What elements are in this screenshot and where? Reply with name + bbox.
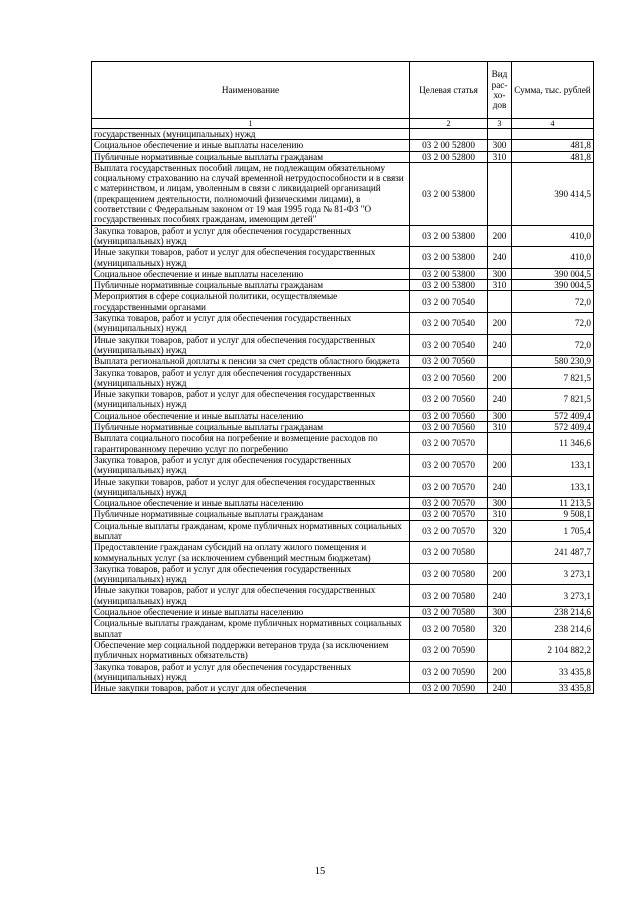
row-code: 03 2 00 70570	[410, 520, 488, 542]
table-row	[92, 247, 594, 269]
table-row	[92, 129, 594, 140]
row-vid: 300	[488, 607, 512, 618]
row-name: Социальное обеспечение и иные выплаты населению	[92, 498, 410, 509]
row-code: 03 2 00 70590	[410, 661, 488, 683]
column-number: 4	[512, 119, 594, 129]
table-row	[92, 313, 594, 335]
table-row	[92, 476, 594, 498]
row-vid: 200	[488, 563, 512, 585]
column-number-row	[92, 119, 594, 129]
row-vid: 300	[488, 140, 512, 151]
row-name: Публичные нормативные социальные выплаты гражданам	[92, 509, 410, 520]
header-vid: Вид рас-хо-дов	[488, 62, 512, 119]
row-vid: 320	[488, 520, 512, 542]
table-row	[92, 268, 594, 279]
row-vid: 240	[488, 334, 512, 356]
row-code: 03 2 00 70540	[410, 334, 488, 356]
row-name: Выплата региональной доплаты к пенсии за счет средств областного бюджета	[92, 356, 410, 367]
budget-table	[91, 61, 594, 694]
row-vid: 310	[488, 422, 512, 433]
row-code: 03 2 00 53800	[410, 225, 488, 247]
row-vid: 200	[488, 367, 512, 389]
row-sum: 3 273,1	[512, 563, 594, 585]
row-name: Закупка товаров, работ и услуг для обеспечения государственных (муниципальных) нужд	[92, 225, 410, 247]
row-sum: 1 705,4	[512, 520, 594, 542]
row-vid: 300	[488, 410, 512, 421]
table-row	[92, 162, 594, 225]
row-name: Иные закупки товаров, работ и услуг для обеспечения государственных (муниципальных) нужд	[92, 334, 410, 356]
row-sum: 481,8	[512, 140, 594, 151]
row-name: Социальное обеспечение и иные выплаты населению	[92, 607, 410, 618]
row-sum: 33 435,8	[512, 683, 594, 694]
row-sum: 72,0	[512, 291, 594, 313]
row-code: 03 2 00 70540	[410, 313, 488, 335]
row-vid: 200	[488, 661, 512, 683]
row-sum: 3 273,1	[512, 585, 594, 607]
table-row	[92, 683, 594, 694]
row-vid: 300	[488, 268, 512, 279]
row-name: Иные закупки товаров, работ и услуг для обеспечения государственных (муниципальных) нужд	[92, 247, 410, 269]
row-name: Закупка товаров, работ и услуг для обеспечения государственных (муниципальных) нужд	[92, 661, 410, 683]
row-name: Закупка товаров, работ и услуг для обеспечения государственных (муниципальных) нужд	[92, 313, 410, 335]
row-vid: 240	[488, 683, 512, 694]
row-vid	[488, 356, 512, 367]
row-name: Публичные нормативные социальные выплаты гражданам	[92, 151, 410, 162]
table-row	[92, 563, 594, 585]
row-sum: 241 487,7	[512, 542, 594, 564]
table-row	[92, 509, 594, 520]
row-name: Обеспечение мер социальной поддержки ветеранов труда (за исключением публичных нормативных обязательств)	[92, 639, 410, 661]
row-name: Иные закупки товаров, работ и услуг для обеспечения государственных (муниципальных) нужд	[92, 585, 410, 607]
table-row	[92, 607, 594, 618]
table-row	[92, 225, 594, 247]
row-code: 03 2 00 52800	[410, 140, 488, 151]
row-sum: 410,0	[512, 225, 594, 247]
table-row	[92, 661, 594, 683]
row-code: 03 2 00 70580	[410, 542, 488, 564]
row-code	[410, 129, 488, 140]
table-row	[92, 140, 594, 151]
table-row	[92, 410, 594, 421]
row-code: 03 2 00 70570	[410, 498, 488, 509]
row-vid: 200	[488, 225, 512, 247]
row-sum: 33 435,8	[512, 661, 594, 683]
table-row	[92, 433, 594, 455]
row-code: 03 2 00 70560	[410, 410, 488, 421]
table-row	[92, 585, 594, 607]
row-name: государственных (муниципальных) нужд	[92, 129, 410, 140]
row-name: Иные закупки товаров, работ и услуг для обеспечения	[92, 683, 410, 694]
row-code: 03 2 00 70580	[410, 618, 488, 640]
row-code: 03 2 00 70560	[410, 389, 488, 411]
header-sum: Сумма, тыс. рублей	[512, 62, 594, 119]
row-code: 03 2 00 53800	[410, 247, 488, 269]
row-name: Иные закупки товаров, работ и услуг для обеспечения государственных (муниципальных) нужд	[92, 389, 410, 411]
column-number: 3	[488, 119, 512, 129]
row-code: 03 2 00 70570	[410, 454, 488, 476]
row-name: Закупка товаров, работ и услуг для обеспечения государственных (муниципальных) нужд	[92, 367, 410, 389]
row-code: 03 2 00 70590	[410, 683, 488, 694]
row-sum: 11 213,5	[512, 498, 594, 509]
row-vid: 240	[488, 247, 512, 269]
row-sum: 133,1	[512, 476, 594, 498]
row-vid: 300	[488, 498, 512, 509]
row-name: Мероприятия в сфере социальной политики, осуществляемые государственными органами	[92, 291, 410, 313]
row-name: Иные закупки товаров, работ и услуг для обеспечения государственных (муниципальных) нужд	[92, 476, 410, 498]
row-vid	[488, 129, 512, 140]
row-name: Закупка товаров, работ и услуг для обеспечения государственных (муниципальных) нужд	[92, 454, 410, 476]
table-row	[92, 356, 594, 367]
row-sum: 390 414,5	[512, 162, 594, 225]
row-name: Социальные выплаты гражданам, кроме публичных нормативных социальных выплат	[92, 618, 410, 640]
row-sum: 9 508,1	[512, 509, 594, 520]
row-vid	[488, 433, 512, 455]
table-row	[92, 639, 594, 661]
table-row	[92, 542, 594, 564]
row-code: 03 2 00 70590	[410, 639, 488, 661]
row-code: 03 2 00 53800	[410, 162, 488, 225]
header-name: Наименование	[92, 62, 410, 119]
row-code: 03 2 00 53800	[410, 280, 488, 291]
row-code: 03 2 00 70540	[410, 291, 488, 313]
row-name: Публичные нормативные социальные выплаты гражданам	[92, 422, 410, 433]
header-code: Целевая статья	[410, 62, 488, 119]
row-sum: 410,0	[512, 247, 594, 269]
row-name: Социальное обеспечение и иные выплаты населению	[92, 268, 410, 279]
row-name: Публичные нормативные социальные выплаты гражданам	[92, 280, 410, 291]
row-code: 03 2 00 70570	[410, 509, 488, 520]
row-vid	[488, 639, 512, 661]
table-row	[92, 389, 594, 411]
row-sum: 390 004,5	[512, 268, 594, 279]
row-code: 03 2 00 70580	[410, 563, 488, 585]
row-sum: 7 821,5	[512, 389, 594, 411]
table-row	[92, 151, 594, 162]
table-body	[92, 129, 594, 694]
row-vid: 240	[488, 585, 512, 607]
row-vid: 200	[488, 454, 512, 476]
row-name: Предоставление гражданам субсидий на оплату жилого помещения и коммунальных услуг (за исключением субвенций местным бюджетам)	[92, 542, 410, 564]
row-vid: 240	[488, 389, 512, 411]
table-row	[92, 334, 594, 356]
row-code: 03 2 00 52800	[410, 151, 488, 162]
row-code: 03 2 00 70580	[410, 585, 488, 607]
row-sum: 72,0	[512, 334, 594, 356]
table-row	[92, 280, 594, 291]
row-sum: 390 004,5	[512, 280, 594, 291]
row-sum: 72,0	[512, 313, 594, 335]
row-vid: 320	[488, 618, 512, 640]
table-row	[92, 291, 594, 313]
row-vid: 310	[488, 280, 512, 291]
row-vid: 310	[488, 509, 512, 520]
row-sum: 572 409,4	[512, 422, 594, 433]
row-name: Социальное обеспечение и иные выплаты населению	[92, 140, 410, 151]
row-sum: 238 214,6	[512, 618, 594, 640]
row-vid	[488, 542, 512, 564]
row-code: 03 2 00 70560	[410, 422, 488, 433]
row-sum: 481,8	[512, 151, 594, 162]
row-name: Социальное обеспечение и иные выплаты населению	[92, 410, 410, 421]
row-sum: 572 409,4	[512, 410, 594, 421]
row-code: 03 2 00 70570	[410, 476, 488, 498]
row-code: 03 2 00 70560	[410, 367, 488, 389]
row-name: Выплата государственных пособий лицам, не подлежащим обязательному социальному страхованию на случай временной нетрудоспособности и в связи с материнством, и лицам, уволенным в связи с ликвидацией организаций (прекращением деятельности, полномочий физическими лицами), в соответствии с Федеральным законом от 19 мая 1995 года № 81-ФЗ "О государственных пособиях гражданам, имеющим детей"	[92, 162, 410, 225]
row-sum: 580 230,9	[512, 356, 594, 367]
column-number: 2	[410, 119, 488, 129]
header-row	[92, 62, 594, 119]
row-code: 03 2 00 70580	[410, 607, 488, 618]
table-row	[92, 422, 594, 433]
row-sum: 133,1	[512, 454, 594, 476]
row-sum: 11 346,6	[512, 433, 594, 455]
table-row	[92, 367, 594, 389]
row-sum: 7 821,5	[512, 367, 594, 389]
row-code: 03 2 00 53800	[410, 268, 488, 279]
table-row	[92, 520, 594, 542]
column-number: 1	[92, 119, 410, 129]
row-sum: 238 214,6	[512, 607, 594, 618]
row-vid: 200	[488, 313, 512, 335]
table-row	[92, 618, 594, 640]
row-vid	[488, 291, 512, 313]
row-vid: 240	[488, 476, 512, 498]
row-name: Закупка товаров, работ и услуг для обеспечения государственных (муниципальных) нужд	[92, 563, 410, 585]
table-row	[92, 498, 594, 509]
page-number: 15	[314, 866, 326, 877]
row-sum: 2 104 882,2	[512, 639, 594, 661]
row-sum	[512, 129, 594, 140]
row-code: 03 2 00 70570	[410, 433, 488, 455]
row-name: Выплата социального пособия на погребение и возмещение расходов по гарантированному перечню услуг по погребению	[92, 433, 410, 455]
table-row	[92, 454, 594, 476]
row-vid	[488, 162, 512, 225]
row-vid: 310	[488, 151, 512, 162]
row-name: Социальные выплаты гражданам, кроме публичных нормативных социальных выплат	[92, 520, 410, 542]
row-code: 03 2 00 70560	[410, 356, 488, 367]
